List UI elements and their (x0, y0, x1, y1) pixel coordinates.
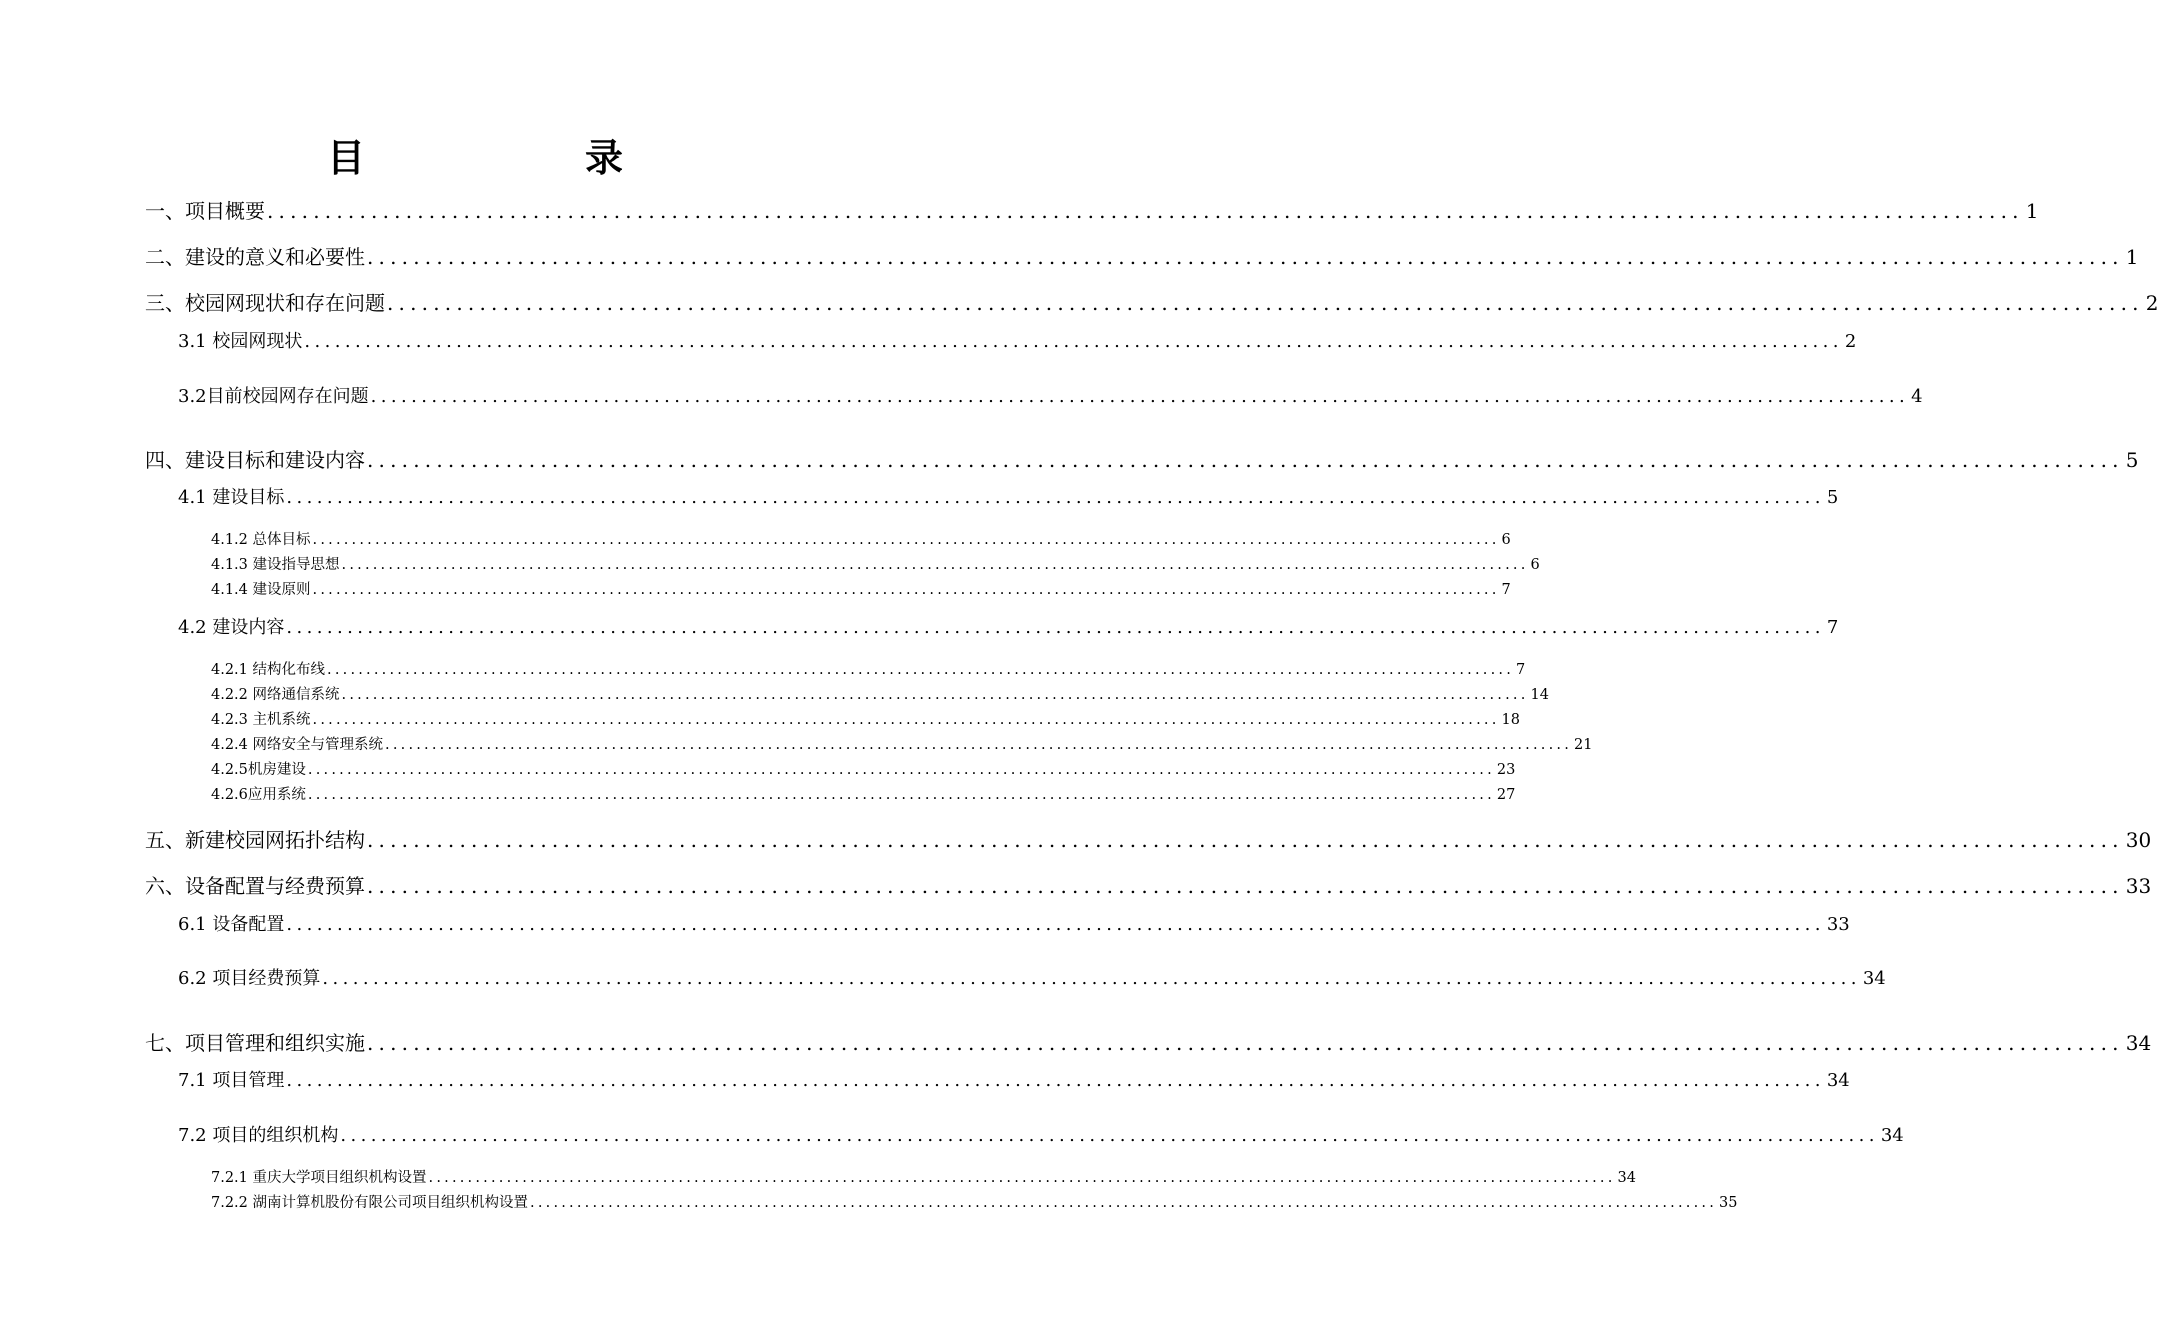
toc-leader-dots: ........................................................................................................................................................ (385, 737, 1573, 753)
toc-entry-label: 五、新建校园网拓扑结构 (145, 828, 365, 852)
toc-entry-label: 七、项目管理和组织实施 (145, 1031, 365, 1055)
toc-entry-7-2-2[interactable] (211, 1193, 1738, 1213)
toc-page-number: 4 (1911, 386, 1923, 407)
toc-page-number: 1 (2025, 199, 2039, 223)
toc-entry-label: 4.2 建设内容 (178, 617, 285, 638)
toc-entry-label: 3.1 校园网现状 (178, 331, 303, 352)
toc-page-number: 2 (1844, 331, 1857, 352)
toc-leader-dots: ........................................................................................................................................................ (304, 331, 1843, 352)
toc-page-number: 7 (1826, 617, 1839, 638)
toc-page-number: 21 (1574, 737, 1593, 753)
toc-leader-dots: ........................................................................................................................................................ (267, 199, 2024, 223)
toc-leader-dots: ........................................................................................................................................................ (341, 687, 1529, 703)
toc-entry-label: 6.2 项目经费预算 (178, 968, 321, 989)
toc-entry-label: 3.2目前校园网存在问题 (178, 386, 369, 407)
toc-leader-dots: ........................................................................................................................................................ (367, 874, 2124, 898)
toc-leader-dots: ........................................................................................................................................................ (322, 968, 1861, 989)
toc-leader-dots: ........................................................................................................................................................ (307, 787, 1495, 803)
toc-entry-4-2-2[interactable] (211, 685, 1549, 705)
toc-leader-dots: ........................................................................................................................................................ (327, 662, 1515, 678)
toc-entry-label: 4.2.2 网络通信系统 (211, 687, 340, 703)
toc-leader-dots: ........................................................................................................................................................ (428, 1170, 1616, 1186)
toc-entry-label: 六、设备配置与经费预算 (145, 874, 365, 898)
toc-entry-label: 4.1.3 建设指导思想 (211, 557, 340, 573)
toc-leader-dots: ........................................................................................................................................................ (370, 386, 1910, 407)
toc-page-number: 27 (1496, 787, 1516, 803)
toc-page-number: 7 (1516, 662, 1526, 678)
toc-entry-4-2-4[interactable] (211, 735, 1593, 755)
toc-entry-label: 7.2.2 湖南计算机股份有限公司项目组织机构设置 (211, 1195, 529, 1211)
toc-entry-label: 4.2.5机房建设 (211, 762, 306, 778)
toc-entry-2[interactable] (145, 244, 2139, 270)
toc-page-number: 33 (2125, 874, 2152, 898)
toc-leader-dots: ........................................................................................................................................................ (367, 245, 2124, 269)
toc-leader-dots: ........................................................................................................................................................ (286, 487, 1825, 508)
toc-page-number: 23 (1496, 762, 1516, 778)
toc-page-number: 30 (2125, 828, 2152, 852)
toc-page-number: 7 (1501, 582, 1511, 598)
toc-leader-dots: ........................................................................................................................................................ (312, 532, 1500, 548)
toc-page-number: 34 (1862, 968, 1886, 989)
toc-page-number: 34 (1826, 1070, 1850, 1091)
toc-leader-dots: ........................................................................................................................................................ (387, 291, 2144, 315)
toc-entry-label: 二、建设的意义和必要性 (145, 245, 365, 269)
toc-page-number: 34 (1617, 1170, 1636, 1186)
toc-entry-label: 7.1 项目管理 (178, 1070, 285, 1091)
toc-leader-dots: ........................................................................................................................................................ (312, 582, 1500, 598)
toc-page-number: 5 (2125, 448, 2139, 472)
toc-page-number: 34 (2125, 1031, 2152, 1055)
toc-entry-label: 4.2.4 网络安全与管理系统 (211, 737, 384, 753)
toc-entry-label: 4.1.2 总体目标 (211, 532, 311, 548)
toc-entry-7-1[interactable] (178, 1069, 1850, 1093)
toc-entry-label: 4.1 建设目标 (178, 487, 285, 508)
toc-entry-3-1[interactable] (178, 330, 1857, 354)
toc-entry-4-2-5[interactable] (211, 760, 1516, 780)
toc-leader-dots: ........................................................................................................................................................ (286, 617, 1825, 638)
toc-leader-dots: ........................................................................................................................................................ (312, 712, 1500, 728)
toc-leader-dots: ........................................................................................................................................................ (367, 1031, 2124, 1055)
toc-leader-dots: ........................................................................................................................................................ (286, 914, 1825, 935)
toc-entry-label: 4.2.3 主机系统 (211, 712, 311, 728)
toc-entry-4-2-6[interactable] (211, 785, 1516, 805)
toc-page-number: 34 (1880, 1125, 1904, 1146)
toc-entry-6-1[interactable] (178, 913, 1850, 937)
toc-entry-5[interactable] (145, 827, 2152, 853)
toc-leader-dots: ........................................................................................................................................................ (367, 828, 2124, 852)
toc-entry-6-2[interactable] (178, 967, 1886, 991)
toc-entry-3-2[interactable] (178, 385, 1923, 409)
toc-entry-4-1[interactable] (178, 486, 1839, 510)
toc-entry-label: 7.2.1 重庆大学项目组织机构设置 (211, 1170, 427, 1186)
toc-leader-dots: ........................................................................................................................................................ (307, 762, 1495, 778)
toc-page-number: 6 (1530, 557, 1540, 573)
toc-page-number: 6 (1501, 532, 1511, 548)
toc-page-number: 1 (2125, 245, 2139, 269)
toc-entry-4-2-1[interactable] (211, 660, 1526, 680)
toc-entry-4-1-2[interactable] (211, 530, 1511, 550)
toc-page-number: 5 (1826, 487, 1839, 508)
toc-entry-7-2[interactable] (178, 1124, 1904, 1148)
toc-entry-label: 7.2 项目的组织机构 (178, 1125, 339, 1146)
toc-entry-label: 4.1.4 建设原则 (211, 582, 311, 598)
toc-entry-6[interactable] (145, 873, 2152, 899)
toc-leader-dots: ........................................................................................................................................................ (341, 557, 1529, 573)
toc-entry-7-2-1[interactable] (211, 1168, 1636, 1188)
page-title: 目 录 (326, 136, 671, 180)
toc-entry-label: 4.2.6应用系统 (211, 787, 306, 803)
toc-entry-3[interactable] (145, 290, 2158, 316)
toc-entry-7[interactable] (145, 1030, 2152, 1056)
toc-entry-4[interactable] (145, 447, 2139, 473)
toc-entry-label: 一、项目概要 (145, 199, 265, 223)
toc-entry-4-2-3[interactable] (211, 710, 1520, 730)
toc-entry-label: 三、校园网现状和存在问题 (145, 291, 385, 315)
toc-entry-4-1-3[interactable] (211, 555, 1540, 575)
toc-leader-dots: ........................................................................................................................................................ (286, 1070, 1825, 1091)
toc-leader-dots: ........................................................................................................................................................ (340, 1125, 1879, 1146)
toc-page-number: 35 (1719, 1195, 1738, 1211)
toc-entry-label: 4.2.1 结构化布线 (211, 662, 326, 678)
toc-leader-dots: ........................................................................................................................................................ (367, 448, 2124, 472)
toc-entry-label: 四、建设目标和建设内容 (145, 448, 365, 472)
toc-entry-label: 6.1 设备配置 (178, 914, 285, 935)
toc-entry-1[interactable] (145, 198, 2039, 224)
toc-page-number: 18 (1501, 712, 1520, 728)
toc-page-number: 33 (1826, 914, 1850, 935)
toc-page-number: 14 (1530, 687, 1549, 703)
toc-leader-dots: ........................................................................................................................................................ (530, 1195, 1718, 1211)
toc-page-number: 2 (2145, 291, 2158, 315)
toc-entry-4-1-4[interactable] (211, 580, 1511, 600)
toc-entry-4-2[interactable] (178, 616, 1839, 640)
